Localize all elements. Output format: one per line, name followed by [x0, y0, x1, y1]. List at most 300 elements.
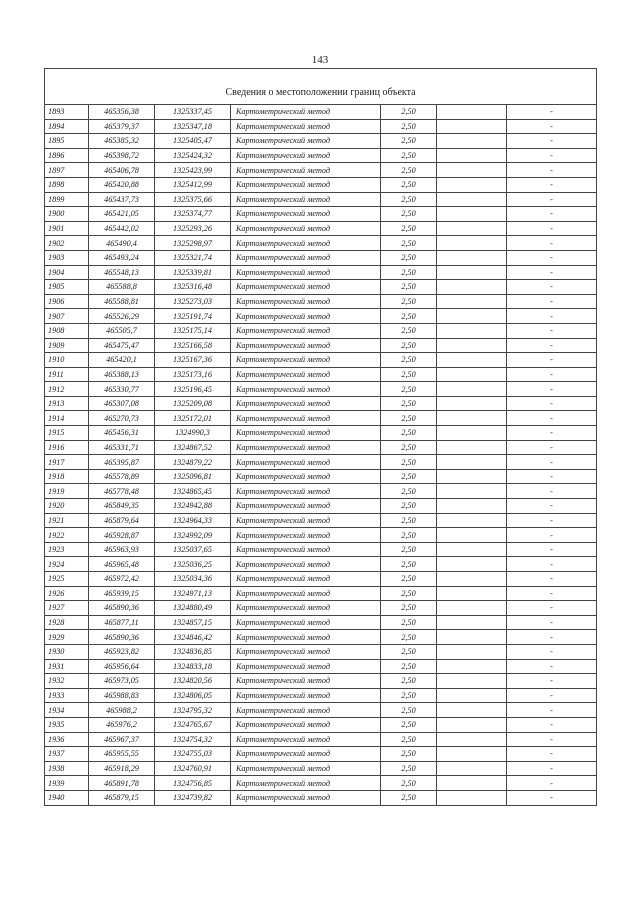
table-row	[45, 426, 597, 441]
table-row	[45, 207, 597, 222]
x-coordinate-cell: 465388,13	[89, 367, 155, 382]
table-row	[45, 440, 597, 455]
table-row	[45, 119, 597, 134]
description-cell: -	[507, 747, 597, 762]
method-cell: Картометрический метод	[231, 250, 381, 265]
method-cell: Картометрический метод	[231, 163, 381, 178]
y-coordinate-cell: 1325175,14	[155, 323, 231, 338]
extra-cell	[437, 134, 507, 149]
y-coordinate-cell: 1324836,85	[155, 644, 231, 659]
x-coordinate-cell: 465385,32	[89, 134, 155, 149]
method-cell: Картометрический метод	[231, 601, 381, 616]
table-row	[45, 396, 597, 411]
boundary-coordinates-table	[44, 68, 597, 806]
description-cell: -	[507, 396, 597, 411]
table-row	[45, 265, 597, 280]
y-coordinate-cell: 1324990,3	[155, 426, 231, 441]
table-row	[45, 644, 597, 659]
method-cell: Картометрический метод	[231, 776, 381, 791]
table-title: Сведения о местоположении границ объекта	[45, 69, 597, 105]
extra-cell	[437, 440, 507, 455]
y-coordinate-cell: 1325166,58	[155, 338, 231, 353]
method-cell: Картометрический метод	[231, 265, 381, 280]
table-row	[45, 469, 597, 484]
y-coordinate-cell: 1324820,56	[155, 674, 231, 689]
point-number-cell: 1915	[45, 426, 89, 441]
accuracy-cell: 2,50	[381, 790, 437, 805]
accuracy-cell: 2,50	[381, 499, 437, 514]
table-row	[45, 659, 597, 674]
table-title-row	[45, 69, 597, 105]
extra-cell	[437, 353, 507, 368]
accuracy-cell: 2,50	[381, 572, 437, 587]
y-coordinate-cell: 1324765,67	[155, 717, 231, 732]
x-coordinate-cell: 465475,47	[89, 338, 155, 353]
x-coordinate-cell: 465928,87	[89, 528, 155, 543]
point-number-cell: 1901	[45, 221, 89, 236]
description-cell: -	[507, 148, 597, 163]
description-cell: -	[507, 440, 597, 455]
y-coordinate-cell: 1325273,03	[155, 294, 231, 309]
y-coordinate-cell: 1324971,13	[155, 586, 231, 601]
description-cell: -	[507, 426, 597, 441]
point-number-cell: 1911	[45, 367, 89, 382]
extra-cell	[437, 163, 507, 178]
table-row	[45, 134, 597, 149]
method-cell: Картометрический метод	[231, 236, 381, 251]
method-cell: Картометрический метод	[231, 338, 381, 353]
method-cell: Картометрический метод	[231, 615, 381, 630]
y-coordinate-cell: 1325298,97	[155, 236, 231, 251]
accuracy-cell: 2,50	[381, 644, 437, 659]
x-coordinate-cell: 465588,81	[89, 294, 155, 309]
accuracy-cell: 2,50	[381, 294, 437, 309]
point-number-cell: 1902	[45, 236, 89, 251]
accuracy-cell: 2,50	[381, 717, 437, 732]
description-cell: -	[507, 134, 597, 149]
accuracy-cell: 2,50	[381, 688, 437, 703]
table-row	[45, 703, 597, 718]
description-cell: -	[507, 644, 597, 659]
y-coordinate-cell: 1324942,88	[155, 499, 231, 514]
extra-cell	[437, 426, 507, 441]
description-cell: -	[507, 250, 597, 265]
point-number-cell: 1924	[45, 557, 89, 572]
point-number-cell: 1916	[45, 440, 89, 455]
x-coordinate-cell: 465331,71	[89, 440, 155, 455]
x-coordinate-cell: 465956,64	[89, 659, 155, 674]
table-row	[45, 688, 597, 703]
method-cell: Картометрический метод	[231, 119, 381, 134]
x-coordinate-cell: 465456,31	[89, 426, 155, 441]
point-number-cell: 1900	[45, 207, 89, 222]
x-coordinate-cell: 465379,37	[89, 119, 155, 134]
x-coordinate-cell: 465578,89	[89, 469, 155, 484]
point-number-cell: 1937	[45, 747, 89, 762]
extra-cell	[437, 790, 507, 805]
y-coordinate-cell: 1325196,45	[155, 382, 231, 397]
point-number-cell: 1914	[45, 411, 89, 426]
point-number-cell: 1939	[45, 776, 89, 791]
method-cell: Картометрический метод	[231, 396, 381, 411]
y-coordinate-cell: 1325405,47	[155, 134, 231, 149]
description-cell: -	[507, 309, 597, 324]
point-number-cell: 1928	[45, 615, 89, 630]
x-coordinate-cell: 465330,77	[89, 382, 155, 397]
method-cell: Картометрический метод	[231, 688, 381, 703]
description-cell: -	[507, 367, 597, 382]
y-coordinate-cell: 1325172,01	[155, 411, 231, 426]
extra-cell	[437, 761, 507, 776]
accuracy-cell: 2,50	[381, 440, 437, 455]
x-coordinate-cell: 465505,7	[89, 323, 155, 338]
method-cell: Картометрический метод	[231, 717, 381, 732]
method-cell: Картометрический метод	[231, 469, 381, 484]
table-row	[45, 411, 597, 426]
table-row	[45, 790, 597, 805]
extra-cell	[437, 250, 507, 265]
method-cell: Картометрический метод	[231, 513, 381, 528]
description-cell: -	[507, 630, 597, 645]
page-number: 143	[311, 54, 329, 66]
method-cell: Картометрический метод	[231, 674, 381, 689]
accuracy-cell: 2,50	[381, 615, 437, 630]
description-cell: -	[507, 615, 597, 630]
point-number-cell: 1893	[45, 105, 89, 120]
y-coordinate-cell: 1324795,32	[155, 703, 231, 718]
accuracy-cell: 2,50	[381, 163, 437, 178]
accuracy-cell: 2,50	[381, 659, 437, 674]
extra-cell	[437, 396, 507, 411]
accuracy-cell: 2,50	[381, 134, 437, 149]
accuracy-cell: 2,50	[381, 396, 437, 411]
extra-cell	[437, 674, 507, 689]
method-cell: Картометрический метод	[231, 221, 381, 236]
method-cell: Картометрический метод	[231, 309, 381, 324]
y-coordinate-cell: 1325423,99	[155, 163, 231, 178]
accuracy-cell: 2,50	[381, 250, 437, 265]
x-coordinate-cell: 465955,55	[89, 747, 155, 762]
accuracy-cell: 2,50	[381, 265, 437, 280]
accuracy-cell: 2,50	[381, 148, 437, 163]
description-cell: -	[507, 382, 597, 397]
accuracy-cell: 2,50	[381, 309, 437, 324]
y-coordinate-cell: 1325034,36	[155, 572, 231, 587]
y-coordinate-cell: 1325191,74	[155, 309, 231, 324]
method-cell: Картометрический метод	[231, 280, 381, 295]
method-cell: Картометрический метод	[231, 105, 381, 120]
point-number-cell: 1931	[45, 659, 89, 674]
accuracy-cell: 2,50	[381, 513, 437, 528]
method-cell: Картометрический метод	[231, 557, 381, 572]
x-coordinate-cell: 465879,15	[89, 790, 155, 805]
point-number-cell: 1907	[45, 309, 89, 324]
extra-cell	[437, 294, 507, 309]
accuracy-cell: 2,50	[381, 338, 437, 353]
point-number-cell: 1904	[45, 265, 89, 280]
description-cell: -	[507, 732, 597, 747]
table-row	[45, 221, 597, 236]
table-row	[45, 353, 597, 368]
y-coordinate-cell: 1325096,81	[155, 469, 231, 484]
method-cell: Картометрический метод	[231, 499, 381, 514]
table-row	[45, 484, 597, 499]
accuracy-cell: 2,50	[381, 323, 437, 338]
extra-cell	[437, 528, 507, 543]
method-cell: Картометрический метод	[231, 528, 381, 543]
x-coordinate-cell: 465963,93	[89, 542, 155, 557]
method-cell: Картометрический метод	[231, 177, 381, 192]
point-number-cell: 1895	[45, 134, 89, 149]
description-cell: -	[507, 761, 597, 776]
description-cell: -	[507, 688, 597, 703]
y-coordinate-cell: 1324754,32	[155, 732, 231, 747]
description-cell: -	[507, 586, 597, 601]
accuracy-cell: 2,50	[381, 469, 437, 484]
method-cell: Картометрический метод	[231, 572, 381, 587]
x-coordinate-cell: 465973,05	[89, 674, 155, 689]
accuracy-cell: 2,50	[381, 177, 437, 192]
extra-cell	[437, 338, 507, 353]
table-row	[45, 513, 597, 528]
table-row	[45, 732, 597, 747]
description-cell: -	[507, 542, 597, 557]
accuracy-cell: 2,50	[381, 732, 437, 747]
table-row	[45, 192, 597, 207]
point-number-cell: 1938	[45, 761, 89, 776]
description-cell: -	[507, 528, 597, 543]
table-row	[45, 309, 597, 324]
y-coordinate-cell: 1325036,25	[155, 557, 231, 572]
accuracy-cell: 2,50	[381, 105, 437, 120]
description-cell: -	[507, 469, 597, 484]
extra-cell	[437, 280, 507, 295]
table-row	[45, 586, 597, 601]
accuracy-cell: 2,50	[381, 528, 437, 543]
point-number-cell: 1894	[45, 119, 89, 134]
extra-cell	[437, 323, 507, 338]
accuracy-cell: 2,50	[381, 703, 437, 718]
method-cell: Картометрический метод	[231, 411, 381, 426]
extra-cell	[437, 499, 507, 514]
point-number-cell: 1925	[45, 572, 89, 587]
point-number-cell: 1935	[45, 717, 89, 732]
accuracy-cell: 2,50	[381, 221, 437, 236]
x-coordinate-cell: 465877,11	[89, 615, 155, 630]
point-number-cell: 1934	[45, 703, 89, 718]
y-coordinate-cell: 1325375,66	[155, 192, 231, 207]
description-cell: -	[507, 294, 597, 309]
x-coordinate-cell: 465437,73	[89, 192, 155, 207]
point-number-cell: 1918	[45, 469, 89, 484]
x-coordinate-cell: 465849,35	[89, 499, 155, 514]
extra-cell	[437, 411, 507, 426]
y-coordinate-cell: 1324865,45	[155, 484, 231, 499]
description-cell: -	[507, 192, 597, 207]
y-coordinate-cell: 1325339,81	[155, 265, 231, 280]
extra-cell	[437, 703, 507, 718]
table-row	[45, 236, 597, 251]
accuracy-cell: 2,50	[381, 236, 437, 251]
y-coordinate-cell: 1324964,33	[155, 513, 231, 528]
extra-cell	[437, 717, 507, 732]
point-number-cell: 1899	[45, 192, 89, 207]
x-coordinate-cell: 465976,2	[89, 717, 155, 732]
extra-cell	[437, 119, 507, 134]
table-row	[45, 572, 597, 587]
extra-cell	[437, 367, 507, 382]
method-cell: Картометрический метод	[231, 761, 381, 776]
description-cell: -	[507, 484, 597, 499]
table-row	[45, 250, 597, 265]
x-coordinate-cell: 465420,88	[89, 177, 155, 192]
x-coordinate-cell: 465588,8	[89, 280, 155, 295]
y-coordinate-cell: 1324857,15	[155, 615, 231, 630]
point-number-cell: 1926	[45, 586, 89, 601]
accuracy-cell: 2,50	[381, 674, 437, 689]
extra-cell	[437, 572, 507, 587]
y-coordinate-cell: 1324833,18	[155, 659, 231, 674]
x-coordinate-cell: 465988,83	[89, 688, 155, 703]
method-cell: Картометрический метод	[231, 455, 381, 470]
table-row	[45, 528, 597, 543]
point-number-cell: 1940	[45, 790, 89, 805]
y-coordinate-cell: 1324867,52	[155, 440, 231, 455]
method-cell: Картометрический метод	[231, 353, 381, 368]
x-coordinate-cell: 465891,78	[89, 776, 155, 791]
accuracy-cell: 2,50	[381, 747, 437, 762]
description-cell: -	[507, 776, 597, 791]
y-coordinate-cell: 1324760,91	[155, 761, 231, 776]
point-number-cell: 1922	[45, 528, 89, 543]
extra-cell	[437, 615, 507, 630]
boundary-table-sheet	[44, 68, 596, 806]
point-number-cell: 1909	[45, 338, 89, 353]
y-coordinate-cell: 1325412,99	[155, 177, 231, 192]
description-cell: -	[507, 338, 597, 353]
table-row	[45, 542, 597, 557]
accuracy-cell: 2,50	[381, 586, 437, 601]
point-number-cell: 1936	[45, 732, 89, 747]
accuracy-cell: 2,50	[381, 426, 437, 441]
x-coordinate-cell: 465442,02	[89, 221, 155, 236]
point-number-cell: 1920	[45, 499, 89, 514]
point-number-cell: 1897	[45, 163, 89, 178]
table-row	[45, 499, 597, 514]
x-coordinate-cell: 465939,15	[89, 586, 155, 601]
point-number-cell: 1932	[45, 674, 89, 689]
x-coordinate-cell: 465356,38	[89, 105, 155, 120]
y-coordinate-cell: 1324739,82	[155, 790, 231, 805]
method-cell: Картометрический метод	[231, 294, 381, 309]
point-number-cell: 1910	[45, 353, 89, 368]
y-coordinate-cell: 1325037,65	[155, 542, 231, 557]
table-row	[45, 776, 597, 791]
table-row	[45, 747, 597, 762]
x-coordinate-cell: 465420,1	[89, 353, 155, 368]
accuracy-cell: 2,50	[381, 192, 437, 207]
accuracy-cell: 2,50	[381, 542, 437, 557]
method-cell: Картометрический метод	[231, 747, 381, 762]
description-cell: -	[507, 674, 597, 689]
method-cell: Картометрический метод	[231, 367, 381, 382]
x-coordinate-cell: 465270,73	[89, 411, 155, 426]
accuracy-cell: 2,50	[381, 353, 437, 368]
x-coordinate-cell: 465490,4	[89, 236, 155, 251]
extra-cell	[437, 177, 507, 192]
point-number-cell: 1921	[45, 513, 89, 528]
method-cell: Картометрический метод	[231, 134, 381, 149]
description-cell: -	[507, 236, 597, 251]
y-coordinate-cell: 1325347,18	[155, 119, 231, 134]
table-row	[45, 294, 597, 309]
extra-cell	[437, 105, 507, 120]
y-coordinate-cell: 1324756,85	[155, 776, 231, 791]
x-coordinate-cell: 465879,64	[89, 513, 155, 528]
accuracy-cell: 2,50	[381, 630, 437, 645]
description-cell: -	[507, 280, 597, 295]
accuracy-cell: 2,50	[381, 484, 437, 499]
point-number-cell: 1930	[45, 644, 89, 659]
y-coordinate-cell: 1325209,08	[155, 396, 231, 411]
method-cell: Картометрический метод	[231, 542, 381, 557]
x-coordinate-cell: 465398,72	[89, 148, 155, 163]
extra-cell	[437, 747, 507, 762]
x-coordinate-cell: 465890,36	[89, 630, 155, 645]
table-row	[45, 382, 597, 397]
x-coordinate-cell: 465548,13	[89, 265, 155, 280]
extra-cell	[437, 688, 507, 703]
y-coordinate-cell: 1324992,09	[155, 528, 231, 543]
x-coordinate-cell: 465918,29	[89, 761, 155, 776]
description-cell: -	[507, 513, 597, 528]
method-cell: Картометрический метод	[231, 630, 381, 645]
method-cell: Картометрический метод	[231, 659, 381, 674]
y-coordinate-cell: 1325167,36	[155, 353, 231, 368]
y-coordinate-cell: 1325424,32	[155, 148, 231, 163]
extra-cell	[437, 207, 507, 222]
method-cell: Картометрический метод	[231, 586, 381, 601]
table-row	[45, 455, 597, 470]
extra-cell	[437, 630, 507, 645]
extra-cell	[437, 309, 507, 324]
y-coordinate-cell: 1324806,05	[155, 688, 231, 703]
description-cell: -	[507, 572, 597, 587]
method-cell: Картометрический метод	[231, 440, 381, 455]
point-number-cell: 1906	[45, 294, 89, 309]
y-coordinate-cell: 1325337,45	[155, 105, 231, 120]
point-number-cell: 1898	[45, 177, 89, 192]
y-coordinate-cell: 1325173,16	[155, 367, 231, 382]
method-cell: Картометрический метод	[231, 732, 381, 747]
extra-cell	[437, 586, 507, 601]
x-coordinate-cell: 465395,87	[89, 455, 155, 470]
description-cell: -	[507, 411, 597, 426]
table-row	[45, 367, 597, 382]
method-cell: Картометрический метод	[231, 148, 381, 163]
accuracy-cell: 2,50	[381, 601, 437, 616]
point-number-cell: 1896	[45, 148, 89, 163]
accuracy-cell: 2,50	[381, 367, 437, 382]
description-cell: -	[507, 717, 597, 732]
extra-cell	[437, 542, 507, 557]
accuracy-cell: 2,50	[381, 557, 437, 572]
y-coordinate-cell: 1324879,22	[155, 455, 231, 470]
extra-cell	[437, 236, 507, 251]
x-coordinate-cell: 465923,82	[89, 644, 155, 659]
x-coordinate-cell: 465526,29	[89, 309, 155, 324]
method-cell: Картометрический метод	[231, 484, 381, 499]
